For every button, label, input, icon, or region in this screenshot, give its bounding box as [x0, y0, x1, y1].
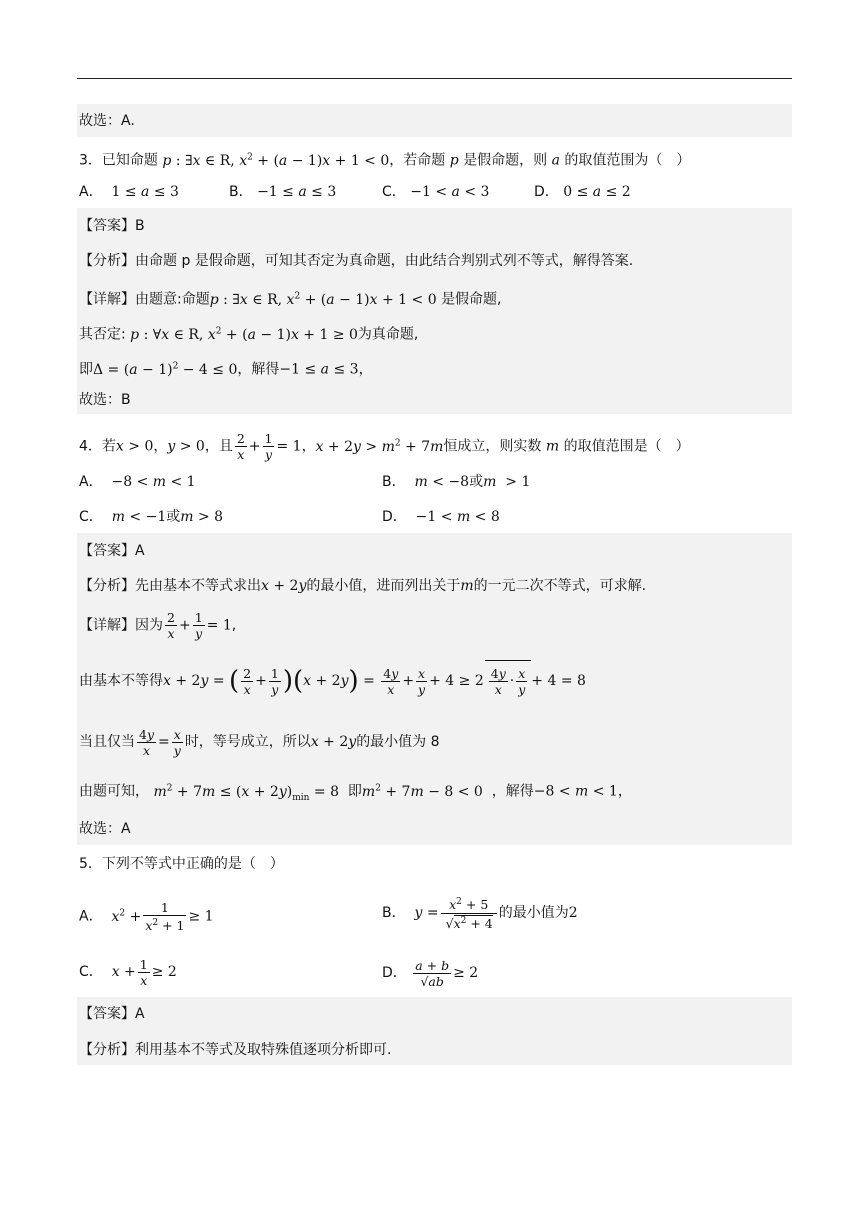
q4-option-b: B． m < −8或m > 1 [382, 474, 531, 490]
header-rule [77, 78, 792, 79]
prev-choose: 故选：A. [79, 113, 135, 129]
q5-stem: 5．下列不等式中正确的是（ ） [79, 856, 284, 872]
q4-analysis: 【分析】先由基本不等式求出x + 2y的最小值，进而列出关于m的一元二次不等式，可求解. [79, 578, 647, 594]
answer-block [77, 104, 792, 137]
q5-answer: 【答案】A [79, 1006, 145, 1022]
q3-detail: 【详解】由题意:命题p : ∃x ∈ R, $x^2 + (a - 1)x + 1 < 0$ 是假命题, [79, 291, 502, 308]
q3-negation: 其否定: p : ∀x ∈ R, $x^2 + (a - 1)x + 1 \ge 0$为真命题, [79, 326, 419, 343]
q5-analysis: 【分析】利用基本不等式及取特殊值逐项分析即可. [79, 1042, 392, 1058]
q4-option-a: A． −8 < m < 1 [79, 474, 196, 490]
q3-discriminant: 即$\Delta = (a - 1)^2 - 4 \le 0$，解得−1 ≤ a ≤ 3， [79, 361, 373, 378]
q3-option-b: B． −1 ≤ a ≤ 3 [229, 184, 337, 200]
q4-equality-condition: 当且仅当 $\frac{4y}{x}$ = $\frac{x}{y}$ 时，等号成立，所以x + 2y的最小值为 8 [79, 726, 440, 758]
q3-analysis: 【分析】由命题 p 是假命题，可知其否定为真命题，由此结合判别式列不等式，解得答案. [79, 253, 634, 269]
q5-option-b: B． y = $\frac{x^2 + 5}{√x^2 + 4}$ 的最小值为2 [382, 897, 578, 931]
q4-option-d: D． −1 < m < 8 [382, 509, 500, 525]
q3-option-a: A． 1 ≤ a ≤ 3 [79, 184, 179, 200]
q5-option-d: D． $\frac{a + b}{√ab}$ ≥ 2 [382, 957, 479, 989]
q3-option-c: C． −1 < a < 3 [382, 184, 490, 200]
q3-choose: 故选：B [79, 392, 131, 408]
q3-option-d: D． 0 ≤ a ≤ 2 [534, 184, 631, 200]
q4-stem: 4．若x > 0，y > 0，且 $\frac{2}{x}$ + $\frac{1}{y}$ = 1，$x + 2y > m^2 + 7m$恒成立，则实数 m 的取值范围是（ ） [79, 431, 690, 463]
q3-stem: 3．已知命题 p : ∃x ∈ R, $x^2 + (a - 1)x + 1 < 0$，若命题 p 是假命题，则 a 的取值范围为（ ） [79, 152, 691, 169]
solution-block [77, 208, 792, 414]
q4-answer: 【答案】A [79, 543, 145, 559]
q4-basic-inequality: 由基本不等得x + 2y = ( $\frac{2}{x}$ + $\frac{1}{y}$ )(x + 2y) = $\frac{4y}{x}$ + $\frac{x}{y}$ + 4 ≥ 2 $\frac{4y}{x}$ · $\frac{x}{y}$ + 4 = 8 [79, 660, 586, 701]
q4-option-c: C． m < −1或m > 8 [79, 509, 224, 525]
q4-choose: 故选：A [79, 821, 131, 837]
q3-answer: 【答案】B [79, 218, 145, 234]
q5-option-c: C． x + $\frac{1}{x}$ ≥ 2 [79, 956, 177, 988]
q4-detail: 【详解】因为 $\frac{2}{x}$ + $\frac{1}{y}$ = 1, [79, 610, 237, 641]
q5-option-a: A． $x^2$ + $\frac{1}{x^2 + 1}$ ≥ 1 [79, 900, 214, 934]
q4-conclusion: 由题可知， $m^2 + 7m \le (x + 2y)_{min} = 8$ 即$m^2 + 7m - 8 < 0$ ，解得−8 < m < 1， [79, 783, 632, 803]
